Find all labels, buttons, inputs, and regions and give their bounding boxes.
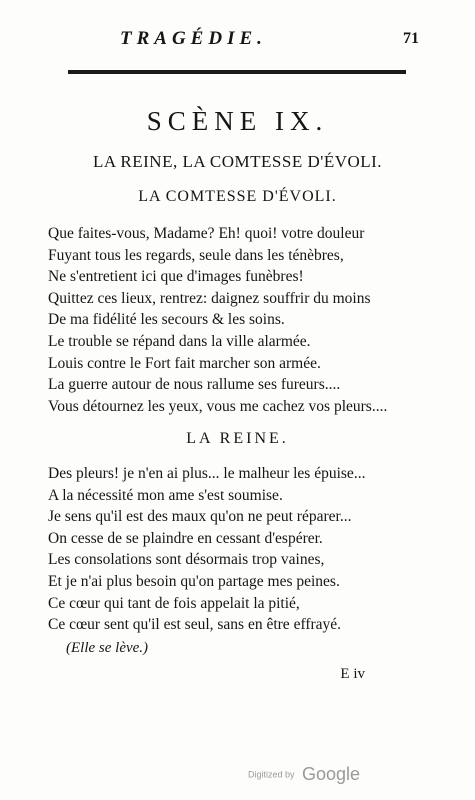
verse-line: Le trouble se répand dans la ville alarmée. (48, 332, 311, 350)
verse-line: Ne s'entretient ici que d'images funèbres! (48, 268, 304, 286)
verse-line: Vous détournez les yeux, vous me cachez vos pleurs.... (48, 397, 388, 415)
watermark-prefix: Digitized by (248, 769, 295, 780)
verse-line: Ce cœur qui tant de fois appelait la pitié, (48, 594, 300, 612)
verse-line: Les consolations sont désormais trop vaines, (48, 551, 325, 569)
verse-line: A la nécessité mon ame s'est soumise. (48, 486, 283, 504)
speaker-name: LA COMTESSE D'ÉVOLI. (138, 188, 337, 205)
verse-line: Des pleurs! je n'en ai plus... le malheur les épuise... (48, 465, 366, 482)
verse-line: Que faites-vous, Madame? Eh! quoi! votre douleur (48, 225, 365, 242)
header-rule (68, 70, 406, 74)
verse-line: Fuyant tous les regards, seule dans les ténèbres, (48, 246, 344, 264)
verse-line: Ce cœur sent qu'il est seul, sans en être effrayé. (48, 616, 342, 634)
verse-line: On cesse de se plaindre en cessant d'espérer. (48, 529, 323, 547)
speaker-name: LA REINE. (186, 430, 289, 447)
signature-mark: E iv (340, 666, 365, 682)
speech-verse (48, 223, 468, 417)
google-logo: Google (301, 764, 361, 784)
scene-characters: LA REINE, LA COMTESSE D'ÉVOLI. (92, 152, 383, 171)
verse-line: De ma fidélité les secours & les soins. (48, 311, 285, 329)
scene-title: SCÈNE IX. (146, 106, 329, 136)
page-number: 71 (403, 30, 419, 47)
running-head: TRAGÉDIE. (120, 28, 267, 49)
speech-verse (48, 463, 468, 636)
digitized-watermark (248, 764, 360, 785)
verse-line: Louis contre le Fort fait marcher son armée. (48, 354, 321, 372)
stage-direction: (Elle se lève.) (66, 640, 149, 656)
verse-line: Quittez ces lieux, rentrez: daignez souffrir du moins (48, 289, 371, 307)
verse-line: Et je n'ai plus besoin qu'on partage mes peines. (48, 572, 340, 590)
verse-line: La guerre autour de nous rallume ses fureurs.... (48, 376, 341, 394)
verse-line: Je sens qu'il est des maux qu'on ne peut réparer... (48, 508, 352, 526)
